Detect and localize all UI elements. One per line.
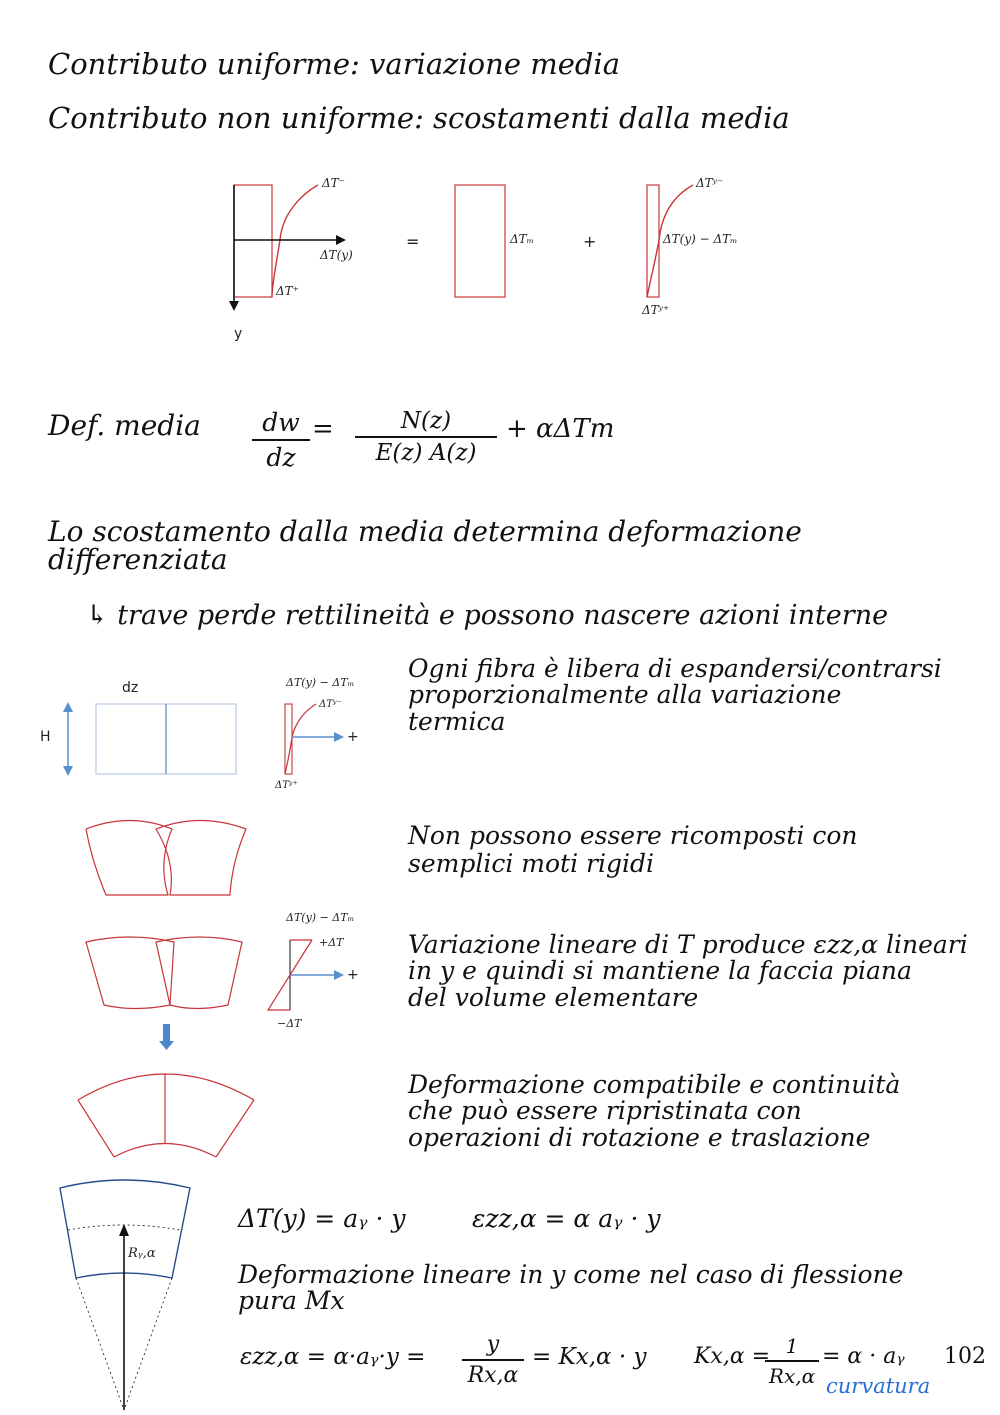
- left-axis-label: ΔT(y): [320, 248, 353, 262]
- height-arrow-top: [63, 702, 73, 712]
- linear-profile-arrow: [334, 970, 344, 980]
- profile-curve-1: [285, 704, 316, 774]
- arched-element: [78, 1074, 254, 1157]
- n-numerator: N(z): [355, 408, 497, 438]
- height-arrow-bottom: [63, 766, 73, 776]
- final-mid: = Kx,α · y: [532, 1344, 647, 1370]
- deformed-elements-linear: [86, 937, 242, 1009]
- right-top-label: ΔTʸ⁻: [696, 176, 724, 190]
- page-number: 102: [944, 1344, 986, 1369]
- one-numerator: 1: [765, 1334, 819, 1362]
- curvature-diagram: [60, 1180, 190, 1410]
- deformed-elements-free: [86, 821, 246, 896]
- right-bottom-label: ΔTʸ⁺: [642, 303, 670, 317]
- profile-y-label: ΔTʸ⁻: [319, 699, 342, 710]
- right-mid-label: ΔT(y) − ΔTₘ: [663, 232, 738, 246]
- compatibile-text: Deformazione compatibile e continuità che può essere ripristinata con operazioni di rotazione e traslazione: [408, 1070, 901, 1152]
- equals-sign: =: [406, 232, 420, 251]
- profile-top-label: ΔT(y) − ΔTₘ: [286, 676, 355, 689]
- profile-box-1: [285, 704, 292, 774]
- radius-label: Rᵧ,α: [128, 1246, 156, 1261]
- profile-arrow-1: [334, 732, 344, 742]
- heading-uniforme: Contributo uniforme: variazione media: [48, 47, 620, 81]
- dw-numerator: dw: [252, 408, 310, 441]
- alpha-dtm-term: + αΔTm: [506, 414, 615, 444]
- dt-equation: ΔT(y) = aᵧ · y: [238, 1204, 406, 1233]
- k-rhs: = α · aᵧ: [822, 1344, 905, 1369]
- scostamento-paragraph: Lo scostamento dalla media determina deformazione differenziata: [48, 515, 802, 576]
- def-media-label: Def. media: [48, 409, 201, 442]
- trave-perde-line: ↳ trave perde rettilineità e possono nascere azioni interne: [86, 600, 889, 631]
- left-top-label: ΔT⁻: [322, 176, 346, 190]
- left-bottom-label: ΔT⁺: [276, 284, 300, 298]
- flessione-text: Deformazione lineare in y come nel caso di flessione pura Mx: [238, 1260, 904, 1316]
- profile-bottom-label: ΔTʸ⁺: [275, 780, 298, 791]
- rx-denominator: Rx,α: [768, 1364, 816, 1388]
- left-y-label: y: [234, 326, 243, 342]
- final-eps: εzz,α = α·aᵧ·y =: [240, 1344, 426, 1370]
- eps-equation: εzz,α = α aᵧ · y: [472, 1204, 661, 1233]
- r-denominator: Rx,α: [467, 1363, 519, 1388]
- rigidi-text: Non possono essere ricomposti con semplici moti rigidi: [408, 821, 858, 878]
- dz-denominator: dz: [266, 443, 296, 472]
- y-numerator: y: [462, 1332, 524, 1361]
- plus-sign: +: [583, 232, 597, 251]
- linear-top-label: ΔT(y) − ΔTₘ: [286, 911, 355, 924]
- h-label: H: [40, 729, 51, 745]
- down-arrow-head: [159, 1041, 174, 1050]
- curvatura-label: curvatura: [826, 1374, 931, 1398]
- one-over-r-fraction: [765, 1334, 819, 1388]
- def-equals: =: [312, 414, 334, 444]
- heading-non-uniforme: Contributo non uniforme: scostamenti dalla media: [48, 101, 790, 135]
- fibra-text: Ogni fibra è libera di espandersi/contrarsi proporzionalmente alla variazione termica: [408, 654, 942, 736]
- minus-dt-label: −ΔT: [277, 1017, 302, 1030]
- mean-label: ΔTₘ: [510, 232, 535, 246]
- down-arrow-shaft: [163, 1024, 170, 1042]
- plus-dt-label: +ΔT: [319, 936, 344, 949]
- profile-plus: +: [347, 729, 359, 745]
- k-lhs: Kx,α =: [694, 1344, 771, 1369]
- linear-plus: +: [347, 967, 359, 983]
- lineare-text: Variazione lineare di T produce εzz,α lineari in y e quindi si mantiene la faccia piana del volume elementare: [408, 930, 968, 1012]
- dz-label: dz: [122, 680, 139, 696]
- y-over-r-fraction: [462, 1332, 524, 1388]
- ea-denominator: E(z) A(z): [375, 440, 477, 466]
